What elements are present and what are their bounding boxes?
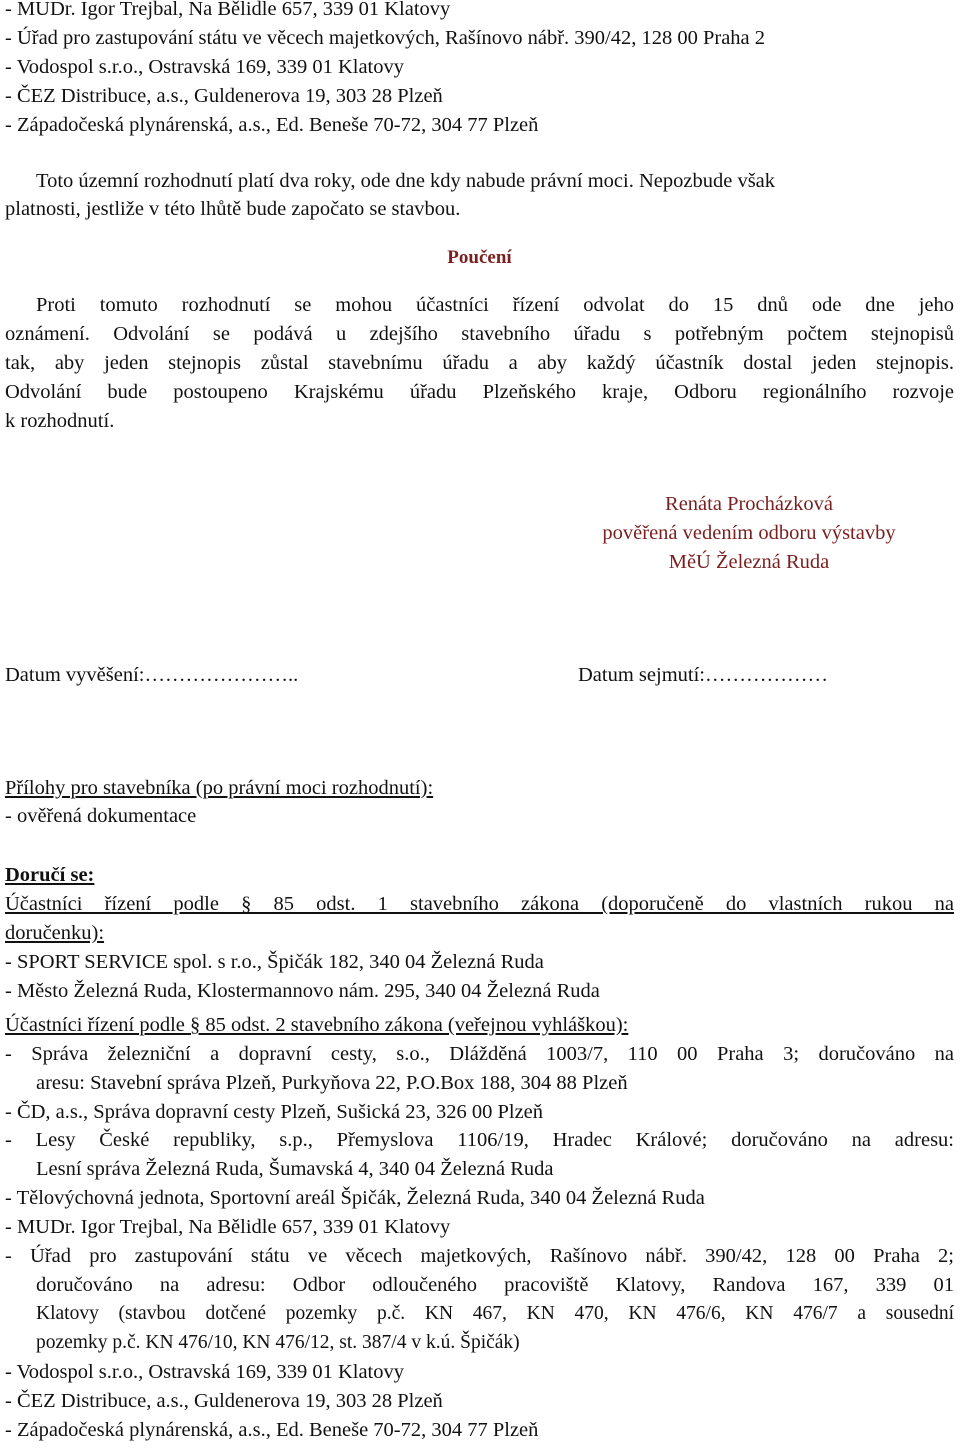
group2-heading: Účastníci řízení podle § 85 odst. 2 stavebního zákona (veřejnou vyhláškou):: [5, 1013, 629, 1036]
pouceni-heading: Poučení: [447, 247, 512, 269]
validity-line: platnosti, jestliže v této lhůtě bude započato se stavbou.: [5, 198, 461, 221]
list-item-continuation: pozemky p.č. KN 476/10, KN 476/12, st. 387/4 v k.ú. Špičák): [36, 1331, 520, 1353]
pouceni-line: Odvolání bude postoupeno Krajskému úřadu Plzeňského kraje, Odboru regionálního rozvoje: [5, 380, 954, 403]
date-row: [5, 661, 954, 690]
signatory-role: pověřená vedením odboru výstavby: [602, 521, 896, 544]
validity-line: Toto územní rozhodnutí platí dva roky, ode dne kdy nabude právní moci. Nepozbude však: [36, 169, 776, 192]
pouceni-line: Proti tomuto rozhodnutí se mohou účastníci řízení odvolat do 15 dnů ode dne jeho: [36, 294, 954, 317]
attachments-section: [5, 774, 954, 832]
list-item: - Tělovýchovná jednota, Sportovní areál Špičák, Železná Ruda, 340 04 Železná Ruda: [5, 1187, 705, 1210]
group1-heading: doručenku):: [5, 922, 105, 945]
delivery-section: [5, 861, 954, 1444]
signatory-name: Renáta Procházková: [665, 492, 833, 515]
group1-heading: Účastníci řízení podle § 85 odst. 1 stavebního zákona (doporučeně do vlastních rukou na: [5, 893, 954, 916]
list-item: - Lesy České republiky, s.p., Přemyslova 1106/19, Hradec Králové; doručováno na adresu:: [5, 1129, 954, 1152]
pouceni-line: tak, aby jeden stejnopis zůstal stavebnímu úřadu a aby každý účastník dostal jeden stejnopis.: [5, 352, 954, 375]
list-item: - Západočeská plynárenská, a.s., Ed. Beneše 70-72, 304 77 Plzeň: [5, 1418, 539, 1441]
signatory-office: MěÚ Železná Ruda: [668, 550, 830, 573]
attachment-item: - ověřená dokumentace: [5, 805, 197, 828]
list-item: - ČEZ Distribuce, a.s., Guldenerova 19, 303 28 Plzeň: [5, 1389, 443, 1412]
attachments-heading: Přílohy pro stavebníka (po právní moci rozhodnutí):: [5, 776, 434, 799]
list-item: - MUDr. Igor Trejbal, Na Bělidle 657, 339 01 Klatovy: [5, 1216, 451, 1239]
list-item: - ČD, a.s., Správa dopravní cesty Plzeň, Sušická 23, 326 00 Plzeň: [5, 1100, 544, 1123]
top-recipient-list: [5, 0, 954, 140]
list-item: - Úřad pro zastupování státu ve věcech majetkových, Rašínovo nábř. 390/42, 128 00 Praha 2: [5, 26, 766, 49]
signature-block: [569, 490, 929, 577]
list-item: - Vodospol s.r.o., Ostravská 169, 339 01 Klatovy: [5, 55, 404, 78]
pouceni-line: k rozhodnutí.: [5, 409, 115, 432]
list-item: - Vodospol s.r.o., Ostravská 169, 339 01 Klatovy: [5, 1360, 404, 1383]
pouceni-line: oznámení. Odvolání se podává u zdejšího stavebního úřadu s potřebným počtem stejnopisů: [5, 323, 954, 346]
pouceni-paragraph: [5, 291, 954, 436]
list-item-continuation: Klatovy (stavbou dotčené pozemky p.č. KN 467, KN 470, KN 476/6, KN 476/7 a sousední: [36, 1302, 954, 1324]
date-posted: Datum vyvěšení:…………………..: [5, 663, 299, 686]
delivery-heading: Doručí se:: [5, 864, 95, 887]
list-item-continuation: aresu: Stavební správa Plzeň, Purkyňova 22, P.O.Box 188, 304 88 Plzeň: [36, 1071, 628, 1094]
list-item: - ČEZ Distribuce, a.s., Guldenerova 19, 303 28 Plzeň: [5, 84, 443, 107]
list-item-continuation: Lesní správa Železná Ruda, Šumavská 4, 340 04 Železná Ruda: [36, 1158, 554, 1181]
list-item: - Západočeská plynárenská, a.s., Ed. Beneše 70-72, 304 77 Plzeň: [5, 113, 539, 136]
list-item: - Úřad pro zastupování státu ve věcech majetkových, Rašínovo nábř. 390/42, 128 00 Praha 2;: [5, 1245, 954, 1268]
list-item: - SPORT SERVICE spol. s r.o., Špičák 182, 340 04 Železná Ruda: [5, 951, 544, 974]
list-item: - Město Železná Ruda, Klostermannovo nám. 295, 340 04 Železná Ruda: [5, 979, 600, 1002]
validity-paragraph: [5, 167, 954, 225]
list-item: - Správa železniční a dopravní cesty, s.o., Dlážděná 1003/7, 110 00 Praha 3; doručováno na: [5, 1042, 954, 1065]
list-item: - MUDr. Igor Trejbal, Na Bělidle 657, 339 01 Klatovy: [5, 0, 451, 20]
date-removed: Datum sejmutí:………………: [578, 663, 828, 686]
list-item-continuation: doručováno na adresu: Odbor odloučeného pracoviště Klatovy, Randova 167, 339 01: [36, 1274, 954, 1296]
